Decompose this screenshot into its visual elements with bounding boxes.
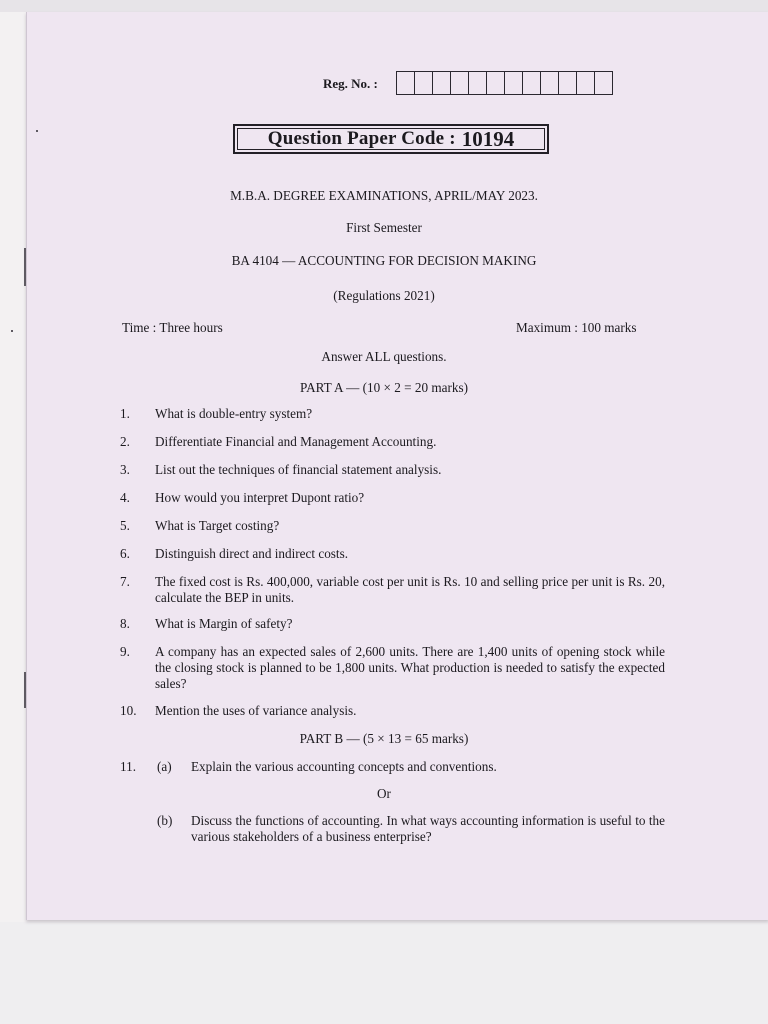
scanner-background	[0, 922, 768, 1024]
reg-no-boxes	[397, 71, 613, 95]
course-title: BA 4104 — ACCOUNTING FOR DECISION MAKING	[231, 253, 537, 268]
exam-title: M.B.A. DEGREE EXAMINATIONS, APRIL/MAY 2023.	[230, 188, 538, 203]
part-b-title: PART B — (5 × 13 = 65 marks)	[299, 731, 469, 746]
question-text: What is Margin of safety?	[155, 616, 293, 631]
question-text: How would you interpret Dupont ratio?	[155, 490, 365, 505]
reg-no-digit-box	[540, 71, 559, 95]
question-9	[0, 644, 768, 694]
question-text: What is Target costing?	[155, 518, 280, 533]
question-number: 7.	[120, 574, 130, 589]
question-paper-code-box	[233, 124, 549, 154]
question-number: 6.	[120, 546, 130, 561]
question-text: Distinguish direct and indirect costs.	[155, 546, 349, 561]
part-a-title: PART A — (10 × 2 = 20 marks)	[300, 380, 468, 395]
semester: First Semester	[346, 220, 422, 235]
question-3	[0, 462, 768, 478]
question-number: 4.	[120, 490, 130, 505]
question-text: A company has an expected sales of 2,600 units. There are 1,400 units of opening stock while the closing stock is planned to be 1,800 units. What production is needed to satisfy the expected sales?	[155, 644, 665, 691]
question-text: Explain the various accounting concepts and conventions.	[191, 759, 497, 774]
instruction: Answer ALL questions.	[321, 349, 447, 364]
question-text: What is double-entry system?	[155, 406, 313, 421]
question-number: 5.	[120, 518, 130, 533]
question-number: 3.	[120, 462, 130, 477]
reg-no-digit-box	[414, 71, 433, 95]
question-1	[0, 406, 768, 422]
regulations: (Regulations 2021)	[333, 288, 435, 303]
reg-no-digit-box	[576, 71, 595, 95]
question-11b	[0, 813, 768, 847]
reg-no-digit-box	[432, 71, 451, 95]
question-7	[0, 574, 768, 606]
question-11a	[0, 759, 768, 775]
question-10	[0, 703, 768, 719]
sub-question-label: (b)	[157, 813, 173, 828]
question-4	[0, 490, 768, 506]
question-text: List out the techniques of financial statement analysis.	[155, 462, 442, 477]
binding-dot	[11, 330, 13, 332]
reg-no-digit-box	[450, 71, 469, 95]
reg-no-digit-box	[558, 71, 577, 95]
question-number: 8.	[120, 616, 130, 631]
or-divider: Or	[377, 786, 391, 801]
reg-no-digit-box	[486, 71, 505, 95]
reg-no-digit-box	[594, 71, 613, 95]
question-text: Discuss the functions of accounting. In what ways accounting information is useful to the various stakeholders of a business enterprise?	[191, 813, 665, 844]
question-6	[0, 546, 768, 562]
question-5	[0, 518, 768, 534]
reg-no-digit-box	[522, 71, 541, 95]
question-paper-code-number: 10194	[461, 126, 515, 151]
question-8	[0, 616, 768, 632]
reg-no-digit-box	[396, 71, 415, 95]
question-number: 2.	[120, 434, 130, 449]
sub-question-label: (a)	[157, 759, 172, 774]
question-2	[0, 434, 768, 450]
question-number: 9.	[120, 644, 130, 659]
question-text: The fixed cost is Rs. 400,000, variable cost per unit is Rs. 10 and selling price per unit is Rs. 20, calculate the BEP in units.	[155, 574, 665, 605]
question-number: 11.	[120, 759, 136, 774]
question-paper-code-label: Question Paper Code :	[267, 128, 456, 149]
maximum-marks: Maximum : 100 marks	[516, 320, 637, 335]
question-number: 1.	[120, 406, 130, 421]
question-number: 10.	[120, 703, 137, 718]
reg-no-digit-box	[468, 71, 487, 95]
reg-no-label: Reg. No. :	[323, 76, 378, 91]
binding-dot	[36, 130, 38, 132]
question-text: Differentiate Financial and Management Accounting.	[155, 434, 437, 449]
scan-top-edge	[0, 0, 768, 12]
question-text: Mention the uses of variance analysis.	[155, 703, 357, 718]
reg-no-digit-box	[504, 71, 523, 95]
time-allowed: Time : Three hours	[122, 320, 223, 335]
